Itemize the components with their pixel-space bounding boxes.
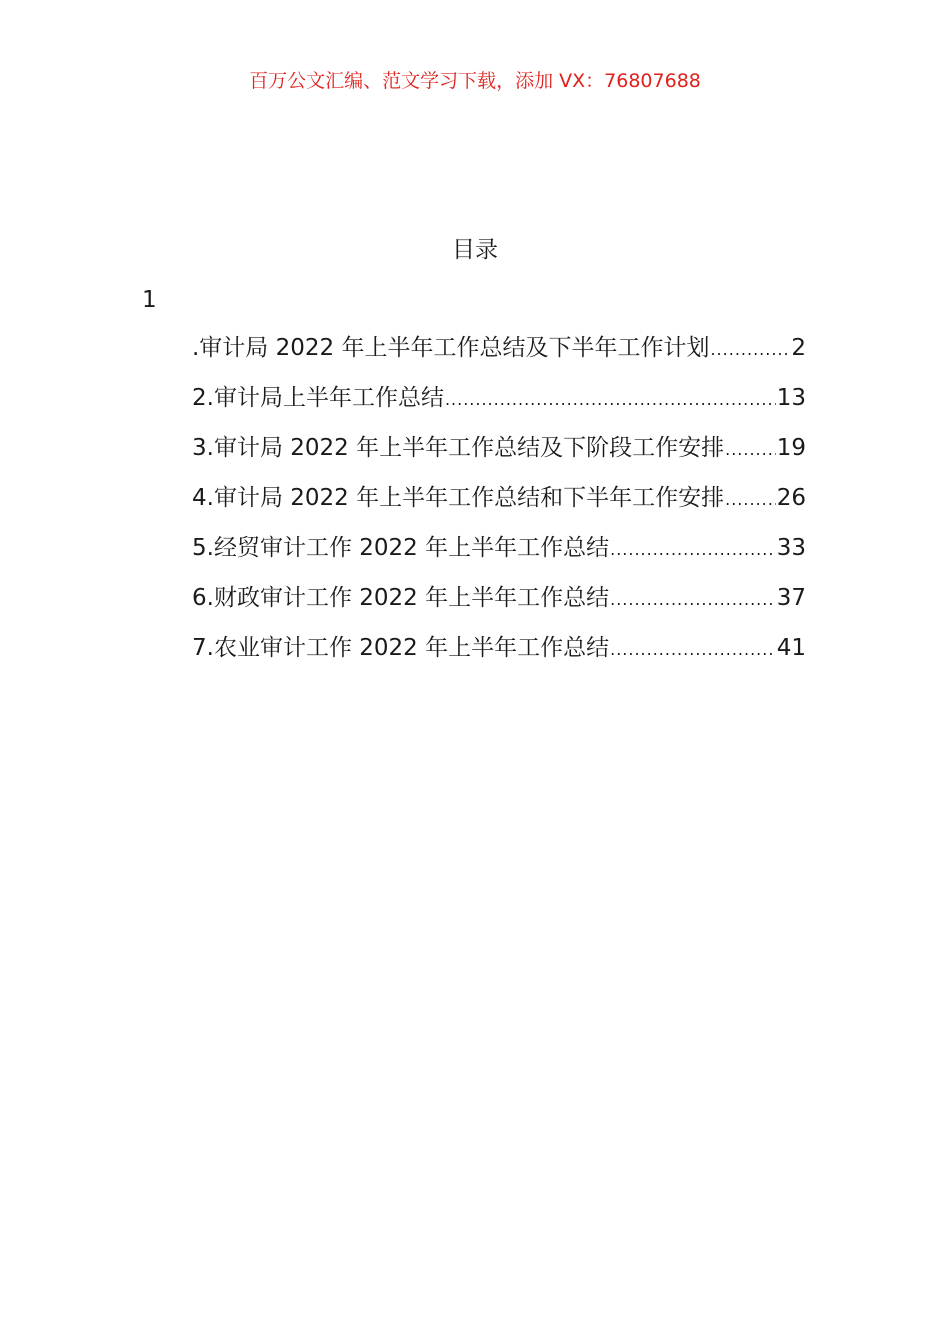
toc-entry-3[interactable]	[192, 430, 806, 480]
toc-dot-leader	[610, 580, 776, 618]
toc-entry-5[interactable]	[192, 530, 806, 580]
toc-entry-4[interactable]	[192, 480, 806, 530]
toc-entry-page: 26	[776, 485, 806, 511]
toc-entry-1[interactable]	[192, 330, 806, 380]
toc-stray-number: 1	[142, 287, 157, 313]
toc-entry-page: 2	[791, 335, 806, 361]
toc-entry-page: 41	[776, 635, 806, 661]
toc-dot-leader	[725, 480, 776, 518]
toc-dot-leader	[445, 380, 776, 418]
toc-entry-page: 37	[776, 585, 806, 611]
toc-dot-leader	[610, 530, 776, 568]
toc-entry-page: 19	[776, 435, 806, 461]
toc-entry-label: 4.审计局 2022 年上半年工作总结和下半年工作安排	[192, 485, 725, 511]
toc-entry-page: 33	[776, 535, 806, 561]
toc-entry-label: 2.审计局上半年工作总结	[192, 385, 444, 411]
toc-entry-label: .审计局 2022 年上半年工作总结及下半年工作计划	[192, 335, 710, 361]
toc-dot-leader	[610, 630, 776, 668]
toc-list	[192, 330, 806, 680]
toc-dot-leader	[725, 430, 776, 468]
header-notice: 百万公文汇编、范文学习下载，添加 VX：76807688	[249, 70, 701, 92]
toc-title: 目录	[452, 237, 498, 263]
toc-entry-page: 13	[776, 385, 806, 411]
toc-entry-6[interactable]	[192, 580, 806, 630]
toc-dot-leader	[710, 330, 790, 368]
toc-entry-label: 3.审计局 2022 年上半年工作总结及下阶段工作安排	[192, 435, 725, 461]
toc-entry-label: 5.经贸审计工作 2022 年上半年工作总结	[192, 535, 610, 561]
toc-entry-label: 7.农业审计工作 2022 年上半年工作总结	[192, 635, 610, 661]
toc-entry-7[interactable]	[192, 630, 806, 680]
toc-entry-2[interactable]	[192, 380, 806, 430]
toc-entry-label: 6.财政审计工作 2022 年上半年工作总结	[192, 585, 610, 611]
